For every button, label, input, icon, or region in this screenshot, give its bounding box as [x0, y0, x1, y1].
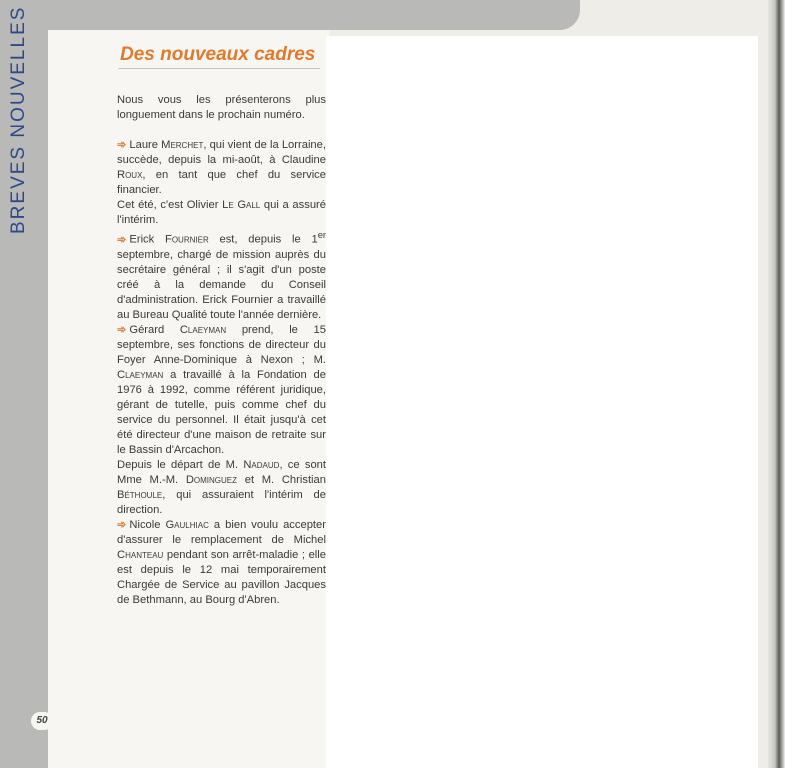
person-name: Merchet — [161, 139, 204, 151]
item-claeyman-interim: Depuis le départ de M. Nadaud, ce sont Mme M.-M. Dominguez et M. Christian Béthoule, qui assuraient l'intérim de direction. — [117, 458, 326, 516]
item-claeyman: ➾ Gérard Claeyman prend, le 15 septembre, ses fonctions de directeur du Foyer Anne-Dominique à Nexon ; M. Claeyman a travaillé à la Fondation de 1976 à 1992, comme référent juridique, gérant de tutelle, puis comme chef du service du personnel. Il était jusqu'à cet été directeur d'une maison de retraite sur le Bassin d'Arcachon. — [117, 323, 326, 456]
item-merchet-interim: Cet été, c'est Olivier Le Gall qui a assuré l'intérim. — [117, 199, 326, 226]
arrow-right-icon: ➾ — [117, 233, 127, 246]
arrow-right-icon: ➾ — [117, 139, 127, 151]
page-number: 50 — [31, 712, 53, 730]
person-name: Le Gall — [222, 199, 261, 211]
article-body — [117, 93, 326, 608]
top-tab — [0, 0, 580, 30]
article-heading: Des nouveaux cadres — [120, 44, 316, 65]
person-name: Fournier — [165, 233, 209, 246]
heading-rule — [118, 68, 320, 69]
item-merchet: ➾ Laure Merchet, qui vient de la Lorraine, succède, depuis la mi-août, à Claudine Roux, en tant que chef du service financier. — [117, 139, 326, 196]
arrow-right-icon: ➾ — [117, 518, 127, 531]
person-name: Claeyman — [179, 323, 227, 336]
person-name: Roux — [117, 169, 143, 181]
person-name: Claeyman — [117, 368, 164, 381]
person-name: Dominguez — [185, 473, 238, 486]
person-name: Nadaud — [243, 458, 280, 471]
intro-paragraph: Nous vous les présenterons plus longuement dans le prochain numéro. — [117, 94, 326, 121]
item-gaulhiac: ➾ Nicole Gaulhiac a bien voulu accepter d'assurer le remplacement de Michel Chanteau pendant son arrêt-maladie ; elle est depuis le 12 mai temporairement Chargée de Service au pavillon Jacques de Bethmann, au Bourg d'Abren. — [117, 518, 326, 606]
blank-panel — [326, 36, 758, 768]
person-name: Gaulhiac — [165, 518, 209, 531]
item-fournier: ➾ Erick Fournier est, depuis le 1er septembre, chargé de mission auprès du secrétaire général ; il s'agit d'un poste créé à la demande du Conseil d'administration. Erick Fournier a travaillé au Bureau Qualité toute l'année dernière. — [117, 230, 326, 321]
person-name: Chanteau — [117, 548, 164, 561]
arrow-right-icon: ➾ — [117, 323, 127, 336]
sidebar-title: BREVES NOUVELLES — [8, 5, 29, 234]
person-name: Béthoule — [117, 488, 163, 501]
page-edge — [768, 0, 785, 768]
